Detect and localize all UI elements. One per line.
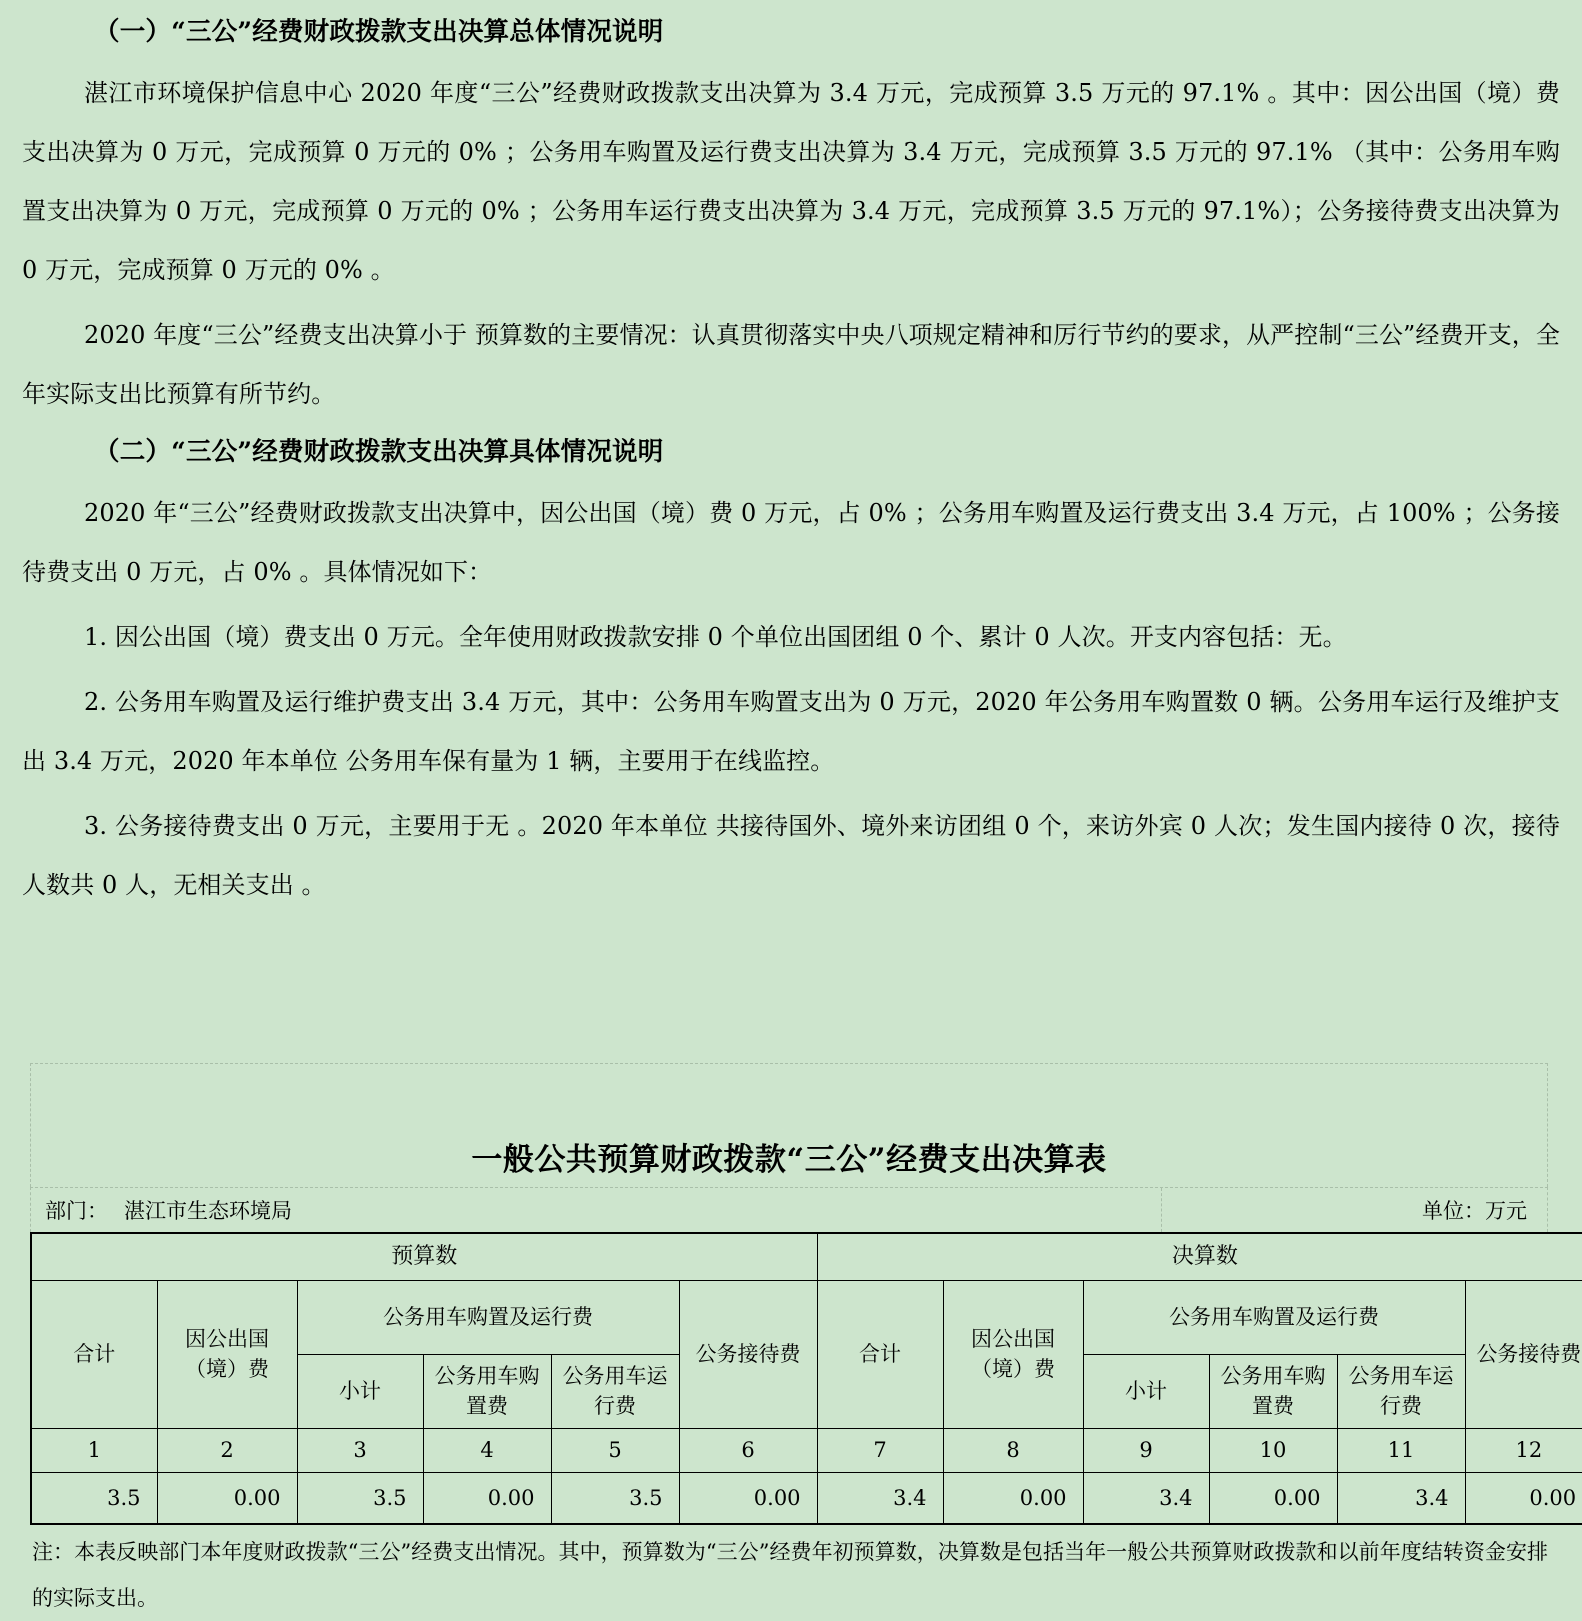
column-number-2: 2 [157,1428,297,1472]
column-number-11: 11 [1337,1428,1465,1472]
table-title: 一般公共预算财政拨款“三公”经费支出决算表 [471,1142,1107,1178]
column-number-5: 5 [551,1428,679,1472]
table-title-box [30,1063,1548,1187]
value-budget-total: 3.5 [31,1472,157,1524]
header-budget-vehicle-purchase: 公务用车购置费 [423,1354,551,1428]
value-budget-abroad: 0.00 [157,1472,297,1524]
column-number-3: 3 [297,1428,423,1472]
unit-label: 单位：万元 [1422,1199,1527,1223]
value-final-reception: 0.00 [1465,1472,1582,1524]
value-final-abroad: 0.00 [943,1472,1083,1524]
header-final-reception: 公务接待费 [1465,1280,1582,1428]
group-header-final: 决算数 [817,1233,1582,1280]
section-a-paragraph-2: 2020 年度“三公”经费支出决算小于 预算数的主要情况：认真贯彻落实中央八项规定精神和厉行节约的要求，从严控制“三公”经费开支，全年实际支出比预算有所节约。 [22,321,1561,408]
department-label: 部门： [45,1199,108,1223]
department-value: 湛江市生态环境局 [124,1199,292,1223]
header-final-abroad: 因公出国（境）费 [943,1280,1083,1428]
table-value-row [31,1472,1582,1524]
group-header-budget: 预算数 [31,1233,817,1280]
table-note: 注：本表反映部门本年度财政拨款“三公”经费支出情况。其中，预算数为“三公”经费年初预算数，决算数是包括当年一般公共预算财政拨款和以前年度结转资金安排的实际支出。 [32,1540,1548,1610]
value-final-vehicle-purchase: 0.00 [1209,1472,1337,1524]
header-final-vehicle-group: 公务用车购置及运行费 [1083,1280,1465,1354]
table-subgroup-header-row [31,1280,1582,1354]
header-budget-vehicle-operation: 公务用车运行费 [551,1354,679,1428]
three-public-expenses-table [30,1232,1582,1525]
table-group-header-row [31,1233,1582,1280]
table-unit [1162,1188,1547,1232]
column-number-6: 6 [679,1428,817,1472]
value-final-vehicle-operation: 3.4 [1337,1472,1465,1524]
header-budget-reception: 公务接待费 [679,1280,817,1428]
section-b-heading: （二）“三公”经费财政拨款支出决算具体情况说明 [94,437,664,467]
section-a-paragraph-1: 湛江市环境保护信息中心 2020 年度“三公”经费财政拨款支出决算为 3.4 万元，完成预算 3.5 万元的 97.1% 。其中：因公出国（境）费支出决算为 0 万元，完成预算 0 万元的 0% ；公务用车购置及运行费支出决算为 3.4 万元，完成预算 3.5 万元的 97.1% （其中：公务用车购置支出决算为 0 万元，完成预算 0 万元的 0% ；公务用车运行费支出决算为 3.4 万元，完成预算 3.5 万元的 97.1%）；公务接待费支出决算为 0 万元，完成预算 0 万元的 0% 。 [22,79,1560,284]
header-final-vehicle-subtotal: 小计 [1083,1354,1209,1428]
table-column-number-row [31,1428,1582,1472]
header-final-vehicle-purchase: 公务用车购置费 [1209,1354,1337,1428]
value-budget-vehicle-subtotal: 3.5 [297,1472,423,1524]
header-budget-total: 合计 [31,1280,157,1428]
section-a-heading: （一）“三公”经费财政拨款支出决算总体情况说明 [94,17,664,47]
value-final-vehicle-subtotal: 3.4 [1083,1472,1209,1524]
value-budget-vehicle-purchase: 0.00 [423,1472,551,1524]
header-budget-vehicle-group: 公务用车购置及运行费 [297,1280,679,1354]
header-final-vehicle-operation: 公务用车运行费 [1337,1354,1465,1428]
column-number-8: 8 [943,1428,1083,1472]
section-b-paragraph-4: 3. 公务接待费支出 0 万元，主要用于无 。2020 年本单位 共接待国外、境外来访团组 0 个，来访外宾 0 人次；发生国内接待 0 次，接待人数共 0 人，无相关支出 。 [22,812,1560,899]
section-b-paragraph-3: 2. 公务用车购置及运行维护费支出 3.4 万元，其中：公务用车购置支出为 0 万元，2020 年公务用车购置数 0 辆。公务用车运行及维护支出 3.4 万元，2020 年本单位 公务用车保有量为 1 辆，主要用于在线监控。 [22,688,1560,775]
header-budget-abroad: 因公出国（境）费 [157,1280,297,1428]
section-b-paragraph-2: 1. 因公出国（境）费支出 0 万元。全年使用财政拨款安排 0 个单位出国团组 0 个、累计 0 人次。开支内容包括：无。 [84,623,1347,651]
column-number-1: 1 [31,1428,157,1472]
value-final-total: 3.4 [817,1472,943,1524]
value-budget-vehicle-operation: 3.5 [551,1472,679,1524]
column-number-10: 10 [1209,1428,1337,1472]
section-b-paragraph-1: 2020 年“三公”经费财政拨款支出决算中，因公出国（境）费 0 万元，占 0% ；公务用车购置及运行费支出 3.4 万元，占 100% ；公务接待费支出 0 万元，占 0% 。具体情况如下： [22,499,1560,586]
header-budget-vehicle-subtotal: 小计 [297,1354,423,1428]
header-final-total: 合计 [817,1280,943,1428]
value-budget-reception: 0.00 [679,1472,817,1524]
column-number-9: 9 [1083,1428,1209,1472]
table-department [31,1188,1162,1232]
table-meta-row [30,1187,1548,1232]
budget-table-block [30,1063,1582,1621]
column-number-4: 4 [423,1428,551,1472]
column-number-12: 12 [1465,1428,1582,1472]
column-number-7: 7 [817,1428,943,1472]
